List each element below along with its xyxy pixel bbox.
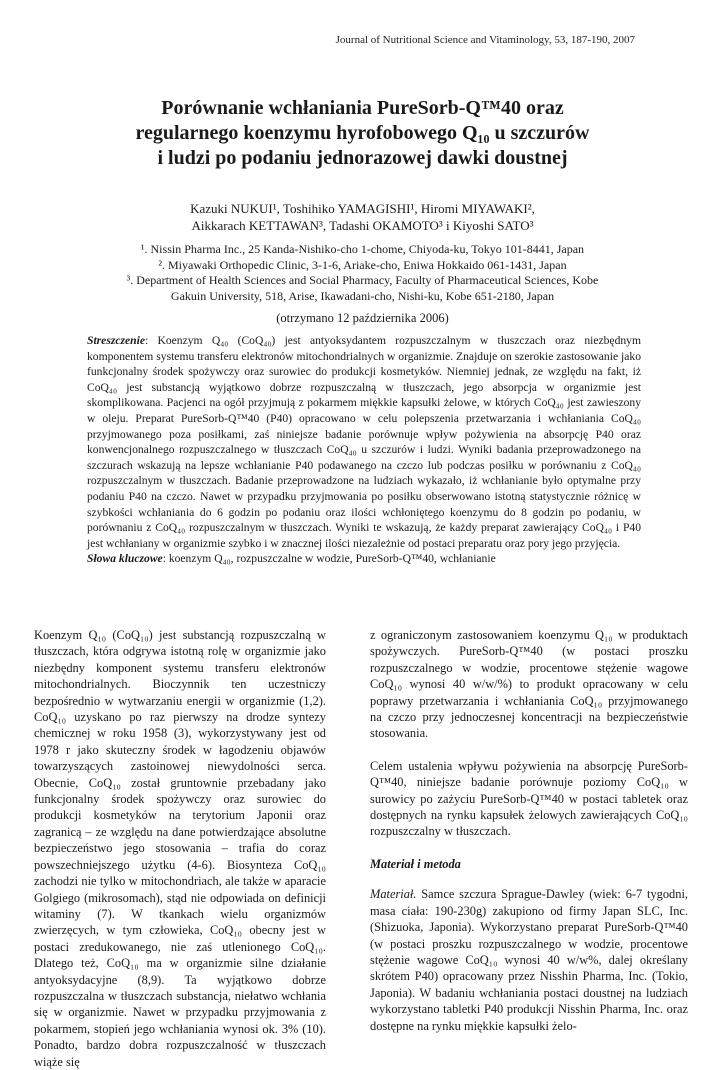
author-list	[100, 200, 625, 234]
journal-citation: Journal of Nutritional Science and Vitaminology, 53, 187-190, 2007	[335, 34, 635, 46]
body-paragraph: z ograniczonym zastosowaniem koenzymu Q₁₀ w produktach spożywczych. PureSorb-Q™40 (w postaci proszku rozpuszczalnego w wodzie, procentowe stężenie wagowe CoQ₁₀ wynosi 40 w/w/%) to produkt opracowany w celu poprawy przetwarzania i wchłaniania CoQ₁₀ przyjmowanego na czczo przy jednoczesnej koncentracji na bezpieczeństwie stosowania.	[370, 628, 688, 741]
section-heading: Materiał i metoda	[370, 856, 461, 871]
keywords-body: : koenzym Q₄₀, rozpuszczalne w wodzie, PureSorb-Q™40, wchłanianie	[162, 552, 496, 566]
body-column-right	[370, 627, 688, 1034]
affiliation-line: Gakuin University, 518, Arise, Ikawadani-cho, Nishi-ku, Kobe 651-2180, Japan	[170, 288, 555, 303]
abstract	[87, 333, 641, 567]
affiliation-line: ². Miyawaki Orthopedic Clinic, 3-1-6, Ariake-cho, Eniwa Hokkaido 061-1431, Japan	[158, 257, 567, 272]
body-paragraph: Celem ustalenia wpływu pożywienia na absorpcję PureSorb-Q™40, niniejsze badanie porównuje poziomy CoQ₁₀ w surowicy po zażyciu PureSorb-Q™40 w postaci tabletek oraz dostępnych na rynku kapsułek żelowych zawierających CoQ₁₀ rozpuszczalny w tłuszczach.	[370, 758, 688, 839]
title-line: regularnego koenzymu hyrofobowego Q₁₀ u szczurów	[135, 122, 590, 144]
title-line: Porównanie wchłaniania PureSorb-Q™40 oraz	[161, 97, 564, 119]
title-line: i ludzi po podaniu jednorazowej dawki doustnej	[157, 147, 568, 169]
abstract-text	[87, 333, 641, 551]
body-column-left	[34, 627, 326, 1070]
affiliation-line: ¹. Nissin Pharma Inc., 25 Kanda-Nishiko-cho 1-chome, Chiyoda-ku, Tokyo 101-8441, Japan	[140, 242, 585, 256]
article-title	[60, 96, 665, 171]
affiliation-line: ³. Department of Health Sciences and Social Pharmacy, Faculty of Pharmaceutical Sciences, Kobe	[126, 273, 599, 288]
author-line: Kazuki NUKUI¹, Toshihiko YAMAGISHI¹, Hiromi MIYAWAKI²,	[190, 201, 535, 216]
keywords-label: Słowa kluczowe	[87, 552, 163, 566]
abstract-label: Streszczenie	[87, 334, 145, 347]
abstract-body: : Koenzym Q₄₀ (CoQ₄₀) jest antyoksydantem rozpuszczalnym w tłuszczach oraz niezbędnym komponentem systemu transferu elektronów mitochondrialnych w organizmie. Znajduje on szerokie zastosowanie jako funkcjonalny środek spożywczy oraz surowiec do produkcji kosmetyków. Niemniej jednak, ze względu na fakt, iż CoQ₄₀ jest substancją wyjątkowo dobrze rozpuszczalną w tłuszczach, jego absorpcja w organizmie jest skomplikowana. Pacjenci na ogół przyjmują z pokarmem miękkie kapsułki żelowe, w których CoQ₄₀ jest zawieszony w oleju. Preparat PureSorb-Q™40 (P40) opracowano w celu polepszenia przetwarzania i wchłaniania CoQ₄₀ przyjmowanego poza posiłkami, zaś niniejsze badanie porównuje wpływ pożywienia na absorpcję P40 oraz konwencjonalnego rozpuszczalnego w tłuszczach CoQ₄₀ u szczurów i ludzi. Wyniki badania przeprowadzonego na szczurach wskazują na lepsze wchłanianie P40 podawanego na czczo lub podczas posiłku w porównaniu z CoQ₄₀ rozpuszczalnym w tłuszczach. Badanie przeprowadzone na ludziach wykazało, iż wchłanianie było optymalne przy podaniu P40 na czczo. Nawet w przypadku przyjmowania po posiłku obserwowano istotną statystycznie różnicę w szybkości wchłaniania do 6 godzin po podaniu oraz ilości wchłoniętego koenzymu do 8 godzin po podaniu, w porównaniu z CoQ₄₀ rozpuszczalnym w tłuszczach. Wyniki te wskazują, że każdy preparat zawierający CoQ₄₀ i P40 jest wchłaniany w organizmie szybko i w znacznej ilości niezależnie od postaci preparatu oraz pory jego przyjęcia.	[87, 334, 641, 550]
received-date: (otrzymano 12 października 2006)	[276, 311, 449, 325]
paragraph-label: Materiał.	[370, 887, 417, 902]
body-paragraph	[370, 886, 688, 1034]
author-line: Aikkarach KETTAWAN³, Tadashi OKAMOTO³ i Kiyoshi SATO³	[191, 218, 534, 233]
keywords	[87, 551, 641, 567]
paragraph-text: Samce szczura Sprague-Dawley (wiek: 6-7 tygodni, masa ciała: 190-230g) zakupiono od firmy Japan SLC, Inc. (Shizuoka, Japonia). Wykorzystano preparat PureSorb-Q™40 (w postaci proszku rozpuszczalnego w wodzie, procentowe stężenie wagowe CoQ₁₀ wynosi 40 w/w%, dalej określany skrótem P40) opracowany przez Nisshin Pharma, Inc. (Tokio, Japonia). W badaniu wchłaniania postaci doustnej na ludziach wykorzystano tabletki P40 produkcji Nisshin Pharma, Inc. oraz dostępne na rynku miękkie kapsułki żelo-	[370, 887, 688, 1033]
body-paragraph: Koenzym Q₁₀ (CoQ₁₀) jest substancją rozpuszczalną w tłuszczach, która odgrywa istotną rolę w organizmie jako niezbędny komponent systemu transferu elektronów mitochondrialnych. Bioczynnik ten uczestniczy bezpośrednio w wytwarzaniu energii w organizmie (1,2). CoQ₁₀ uzyskano po raz pierwszy na drodze syntezy chemicznej w roku 1958 (3), wykorzystywany jest od 1978 r jako skuteczny środek w łagodzeniu objawów towarzyszących zastoinowej niewydolności serca. Obecnie, CoQ₁₀ został gruntownie przebadany jako funkcjonalny środek spożywczy oraz surowiec do produkcji kosmetyków na terytorium Japonii oraz zagranicą – ze względu na dane potwierdzające absolutne bezpieczeństwo jego stosowania – trafia do coraz powszechniejszego użytku (4-6). Biosynteza CoQ₁₀ zachodzi nie tylko w mitochondriach, ale także w aparacie Golgiego (mikrosomach), stąd nie odpowiada on definicji witaminy (7). W tkankach wielu organizmów zwierzęcych, w tym człowieka, CoQ₁₀ obecny jest w postaci zredukowanego, nie zaś utlenionego CoQ₁₀. Dlatego też, CoQ₁₀ ma w organizmie silne działanie antyoksydacyjne (8,9). Ta wyjątkowo dobrze rozpuszczalna w tłuszczach substancja, niełatwo wchłania się w organizmie. Nawet w przypadku przyjmowania z pokarmem, stopień jego wchłaniania wynosi ok. 3% (10). Ponadto, bardzo dobra rozpuszczalność w tłuszczach wiąże się	[34, 628, 326, 1069]
affiliations	[80, 242, 645, 304]
